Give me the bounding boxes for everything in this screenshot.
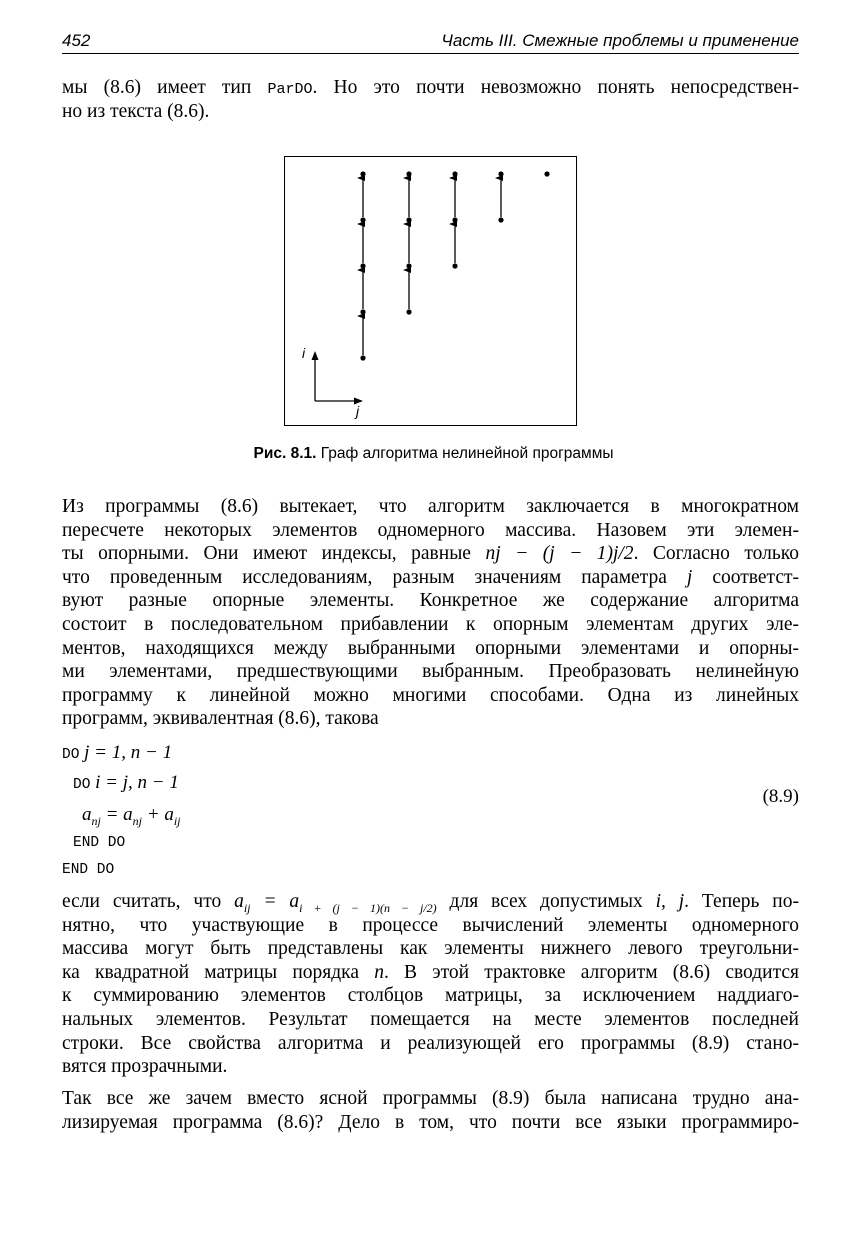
- graph-vertex: [360, 355, 365, 360]
- keyword-do: DO: [62, 747, 80, 763]
- inline-formula: $a_{ij} = a_{i + (j - 1)(n - j/2)}$: [234, 891, 437, 915]
- code-line-end-do-outer: [62, 855, 114, 881]
- text-run: для всех допустимых: [436, 891, 656, 912]
- text-line: Из программы (8.6) вытекает, что алгоритм заключается в многократном: [62, 496, 799, 517]
- text-run: что проведенным исследованиям, разным значениям параметра: [62, 566, 687, 588]
- axis-i-arrowhead: [312, 351, 319, 360]
- text-line: программ, эквивалентная (8.6), такова: [62, 708, 379, 730]
- keyword-do: DO: [73, 777, 91, 793]
- text-run: . В этой трактовке алгоритм (8.6) сводится: [383, 961, 799, 983]
- code-line-do-j: [62, 740, 172, 766]
- page-number: 452: [62, 31, 91, 50]
- paragraph-question: [62, 1087, 799, 1134]
- text-line: [62, 566, 799, 590]
- graph-vertex: [544, 171, 549, 176]
- text-line: Так все же зачем вместо ясной программы (8.9) была написана трудно ана-: [62, 1088, 799, 1109]
- graph-vertex: [406, 263, 411, 268]
- text-line: но из текста (8.6).: [62, 100, 210, 122]
- text-line: пересчете некоторых элементов одномерного массива. Назовем эти элемен-: [62, 519, 799, 541]
- axis-i-label: i: [302, 345, 306, 361]
- inline-formula: nj − (j − 1)j/2: [485, 543, 634, 565]
- code-line-do-i: [73, 770, 179, 796]
- text-run: если считать, что: [62, 891, 235, 912]
- graph-vertex: [452, 171, 457, 176]
- axes-indicator: [302, 345, 363, 419]
- paragraph-interpretation: [62, 890, 799, 1079]
- graph-vertex: [498, 217, 503, 222]
- graph-vertex: [406, 309, 411, 314]
- graph-vertex: [360, 263, 365, 268]
- caption-label: Рис. 8.1.: [253, 445, 317, 462]
- graph-vertex: [498, 171, 503, 176]
- text-line: вятся прозрачными.: [62, 1056, 228, 1078]
- text-line: [62, 76, 799, 100]
- text-line: к суммированию элементов столбцов матрицы, за исключением наддиаго-: [62, 985, 799, 1007]
- text-run: ты опорными. Они имеют индексы, равные: [62, 543, 486, 565]
- text-run: . Согласно только: [633, 543, 799, 565]
- graph-layer: [360, 171, 549, 360]
- text-line: лизируемая программа (8.6)? Дело в том, что почти все языки программиро-: [62, 1111, 799, 1133]
- inline-variable: i, j: [655, 891, 685, 912]
- equation-number: (8.9): [762, 786, 799, 807]
- figure-caption: [0, 445, 867, 463]
- text-run: мы (8.6) имеет тип: [62, 77, 268, 98]
- inline-variable: j: [686, 566, 693, 588]
- text-line: массива могут быть представлены как элементы нижнего левого треугольни-: [62, 938, 799, 960]
- text-line: ментов, находящихся между выбранными опорными элементами и опорны-: [62, 637, 799, 659]
- text-line: [62, 890, 799, 914]
- caption-text: Граф алгоритма нелинейной программы: [316, 445, 614, 462]
- graph-vertex: [406, 217, 411, 222]
- text-run: соответст-: [692, 566, 799, 588]
- text-line: [62, 542, 799, 566]
- keyword-end-do: END DO: [62, 862, 115, 878]
- axis-j-label: j: [356, 403, 360, 419]
- graph-vertex: [360, 309, 365, 314]
- graph-vertex: [406, 171, 411, 176]
- running-head: [62, 31, 799, 54]
- keyword-end-do: END DO: [73, 835, 126, 851]
- text-line: нальных элементов. Результат помещается на месте элементов последней: [62, 1008, 799, 1030]
- figure-graph: [284, 156, 577, 426]
- text-line: [62, 961, 799, 985]
- graph-vertex: [452, 263, 457, 268]
- text-line: нятно, что участвующие в процессе вычислений элементы одномерного: [62, 914, 799, 936]
- loop-range: i = j, n − 1: [95, 772, 179, 793]
- text-line: ми элементами, предшествующими выбранным. Преобразовать нелинейную: [62, 661, 799, 683]
- text-line: вуют разные опорные элементы. Конкретное же содержание алгоритма: [62, 590, 799, 612]
- text-line: программу к линейной можно многими способами. Одна из линейных: [62, 684, 799, 706]
- running-title: Часть III. Смежные проблемы и применение: [441, 31, 799, 50]
- text-run: . Но это почти невозможно понять непосредствен-: [312, 77, 799, 98]
- code-line-end-do-inner: [73, 828, 125, 854]
- code-line-assignment: $a_{nj} = a_{nj} + a_{ij}$: [82, 804, 181, 828]
- graph-vertex: [452, 217, 457, 222]
- text-line: строки. Все свойства алгоритма и реализующей его программы (8.9) стано-: [62, 1032, 799, 1054]
- algorithm-graph: [285, 157, 576, 425]
- loop-range: j = 1, n − 1: [84, 742, 173, 763]
- text-line: состоит в последовательном прибавлении к опорным элементам других эле-: [62, 613, 799, 635]
- graph-vertex: [360, 171, 365, 176]
- paragraph-intro: [62, 76, 799, 123]
- text-run: . Теперь по-: [684, 891, 799, 912]
- code-token: ParDO: [267, 81, 313, 98]
- inline-variable: n: [374, 961, 384, 983]
- paragraph-main: [62, 495, 799, 731]
- graph-vertex: [360, 217, 365, 222]
- text-run: ка квадратной матрицы порядка: [62, 961, 375, 983]
